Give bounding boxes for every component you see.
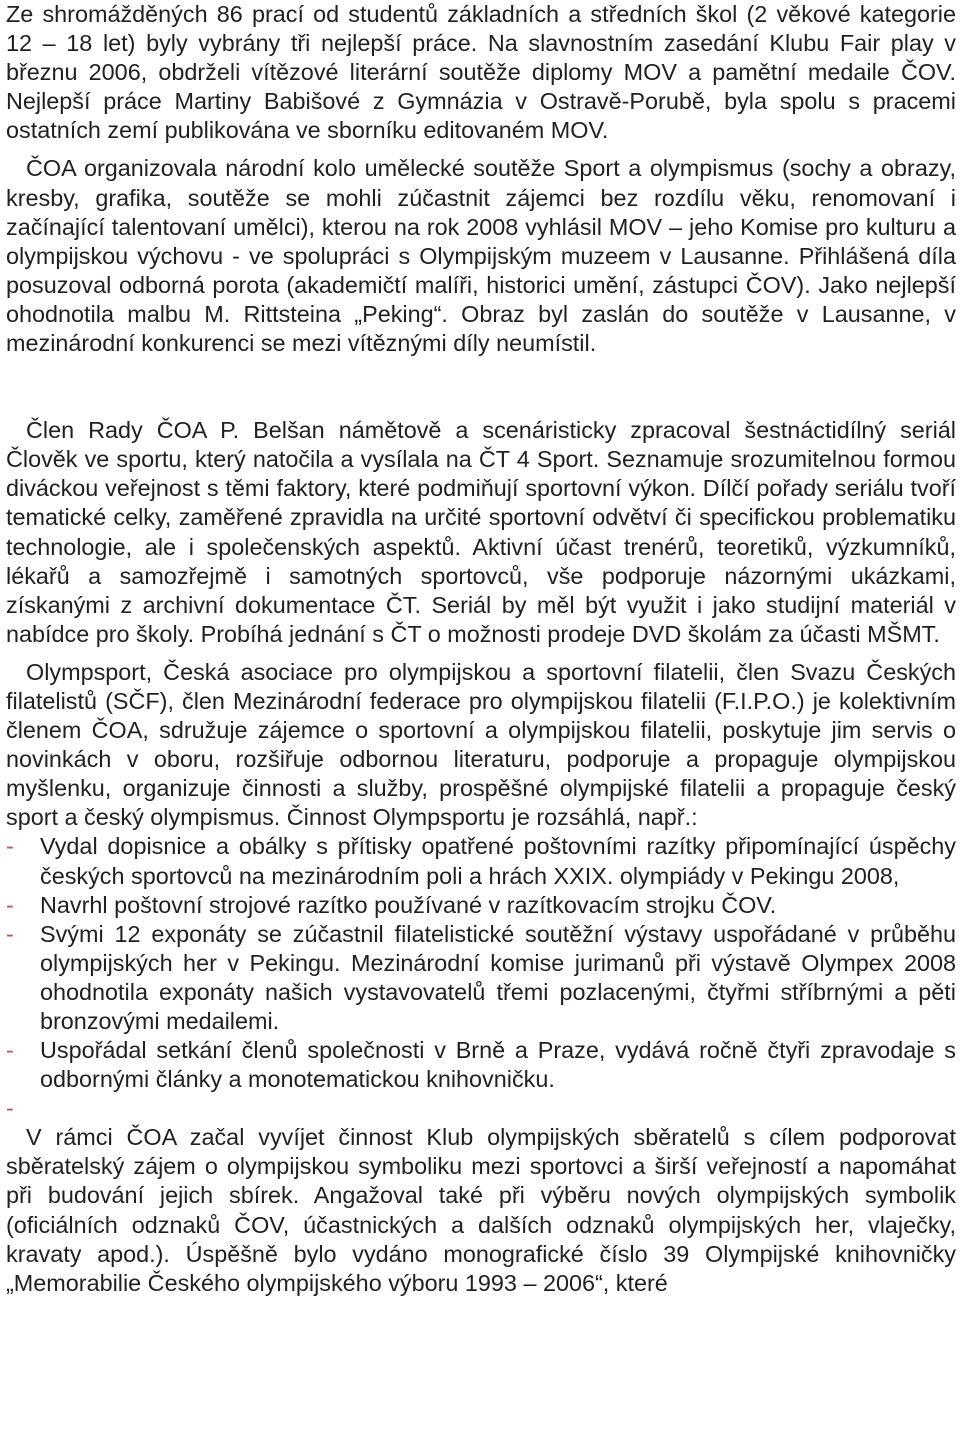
document-page (6, 0, 956, 1298)
list-bullet: - (6, 1037, 14, 1064)
paragraph-olympsport: Olympsport, Česká asociace pro olympijskou a sportovní filatelii, člen Svazu Českých filatelistů (SČF), člen Mezinárodní federace pro olympijskou filatelii (F.I.P.O.) je kolektivním členem ČOA, sdružuje zájemce o sportovní a olympijskou filatelii, poskytuje jim servis o novinkách v oboru, rozšiřuje odbornou literaturu, podporuje a propaguje olympijskou myšlenku, organizuje činnosti a služby, prospěšné olympijské filatelii a propaguje český sport a český olympismus. Činnost Olympsportu je rozsáhlá, např.: (6, 658, 956, 831)
paragraph-collectors-club: V rámci ČOA začal vyvíjet činnost Klub olympijských sběratelů s cílem podporovat sběratelský zájem o olympijskou symboliku mezi sportovci a širší veřejností a napomáhat při budování jejich sbírek. Angažoval také při výběru nových olympijských symbolik (oficiálních odznaků ČOV, účastnických a dalších odznaků olympijských her, vlaječky, kravaty apod.). Úspěšně bylo vydáno monografické číslo 39 Olympijské knihovničky „Memorabilie Českého olympijského výboru 1993 – 2006“, které (6, 1124, 956, 1296)
list-bullet: - (6, 920, 14, 947)
list-item-text: Uspořádal setkání členů společnosti v Brně a Praze, vydává ročně čtyři zpravodaje s odbornými články a monotematickou knihovničku. (40, 1037, 956, 1093)
empty-list-bullet: - (6, 1095, 14, 1122)
list-item-text: Navrhl poštovní strojové razítko používané v razítkovacím strojku ČOV. (40, 891, 777, 918)
paragraph-tv-series: Člen Rady ČOA P. Belšan námětově a scenáristicky zpracoval šestnáctidílný seriál Člověk ve sportu, který natočila a vysílala na ČT 4 Sport. Seznamuje srozumitelnou formou diváckou veřejnost s těmi faktory, které podmiňují sportovní výkon. Dílčí pořady seriálu tvoří tematické celky, zaměřené zpravidla na určité sportovní odvětví či specifickou problematiku technologie, ale i společenských aspektů. Aktivní účast trenérů, teoretiků, výzkumníků, lékařů a samozřejmě i samotných sportovců, vše podporuje názornými ukázkami, získanými z archivní dokumentace ČT. Seriál by měl být využit i jako studijní materiál v nabídce pro školy. Probíhá jednání s ČT o možnosti prodeje DVD školám za účasti MŠMT. (6, 417, 956, 647)
list-bullet: - (6, 891, 14, 918)
olympsport-activities-list (6, 832, 956, 1094)
list-item (6, 1036, 956, 1094)
list-item (6, 891, 956, 920)
list-item-text: Vydal dopisnice a obálky s přítisky opatřené poštovními razítky připomínající úspěchy českých sportovců na mezinárodním poli a hrách XXIX. olympiády v Pekingu 2008, (40, 833, 956, 889)
list-item (6, 832, 956, 890)
paragraph-literary-contest: Ze shromážděných 86 prací od studentů základních a středních škol (2 věkové kategorie 12 – 18 let) byly vybrány tři nejlepší práce. Na slavnostním zasedání Klubu Fair play v březnu 2006, obdrželi vítězové literární soutěže diplomy MOV a pamětní medaile ČOV. Nejlepší práce Martiny Babišové z Gymnázia v Ostravě-Porubě, byla spolu s pracemi ostatních zemí publikována ve sborníku editovaném MOV. (6, 1, 956, 144)
paragraph-art-contest: ČOA organizovala národní kolo umělecké soutěže Sport a olympismus (sochy a obrazy, kresby, grafika, soutěže se mohli zúčastnit zájemci bez rozdílu věku, renomovaní i začínající talentovaní umělci), kterou na rok 2008 vyhlásil MOV – jeho Komise pro kulturu a olympijskou výchovu - ve spolupráci s Olympijským muzeem v Lausanne. Přihlášená díla posuzoval odborná porota (akademičtí malíři, historici umění, zástupci ČOV). Jako nejlepší ohodnotila malbu M. Rittsteina „Peking“. Obraz byl zaslán do soutěže v Lausanne, v mezinárodní konkurenci se mezi vítěznými díly neumístil. (6, 155, 956, 357)
list-item (6, 920, 956, 1036)
list-item-text: Svými 12 exponáty se zúčastnil filatelistické soutěžní výstavy uspořádané v průběhu olympijských her v Pekingu. Mezinárodní komise jurimanů při výstavě Olympex 2008 ohodnotila exponáty našich vystavovatelů třemi pozlacenými, čtyřmi stříbrnými a pěti bronzovými medailemi. (40, 920, 956, 1034)
list-bullet: - (6, 833, 14, 860)
